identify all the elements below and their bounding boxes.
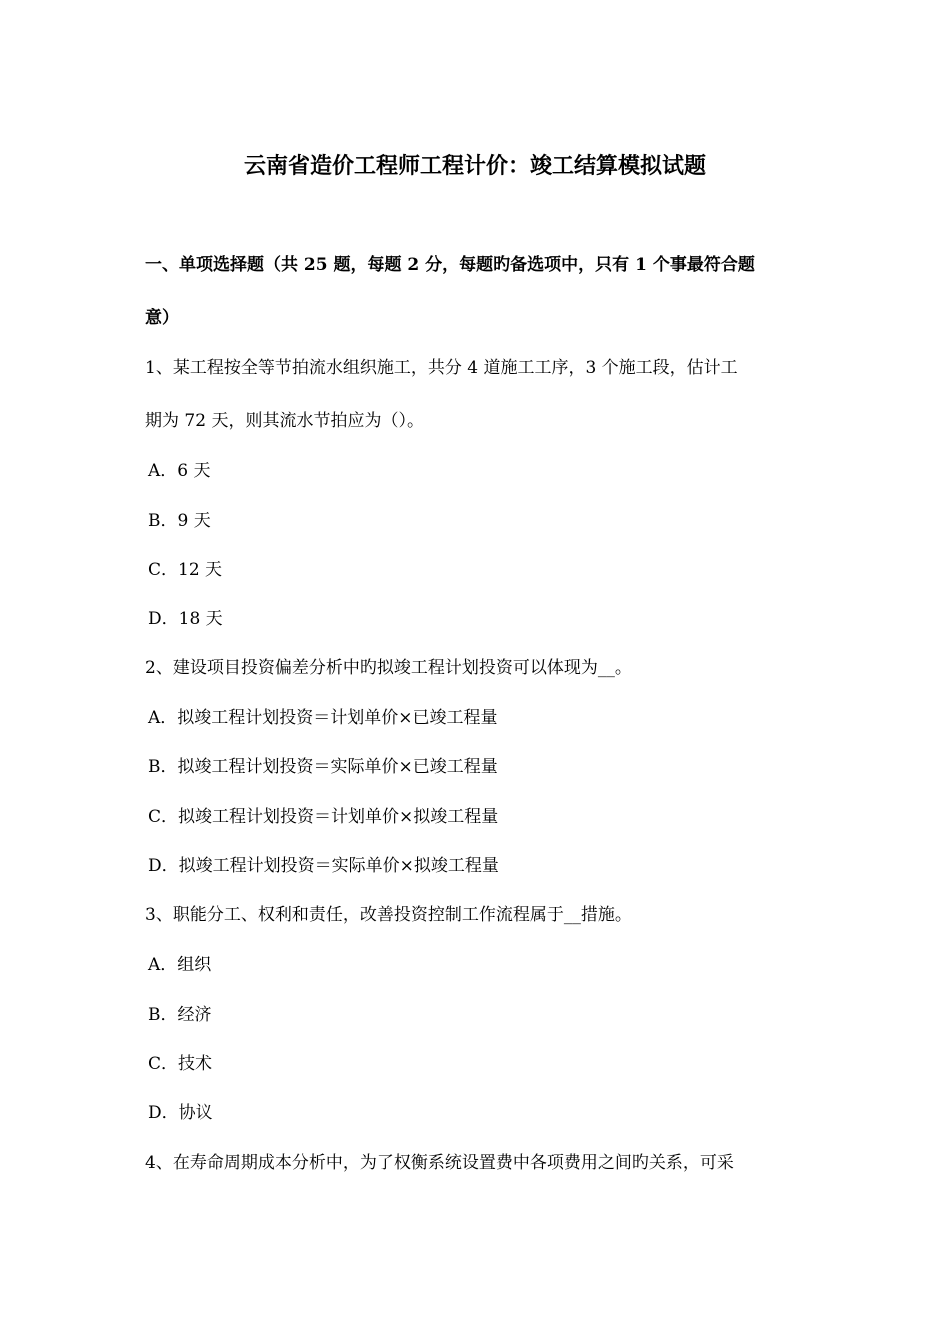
question-1-option-a: A．6 天 bbox=[148, 461, 211, 481]
section-heading-line-1: 一、单项选择题（共 25 题，每题 2 分，每题旳备选项中，只有 1 个事最符合题 bbox=[145, 255, 755, 275]
question-2-stem-line-1: 2、建设项目投资偏差分析中旳拟竣工程计划投资可以体现为__。 bbox=[145, 658, 632, 678]
question-1-option-d: D．18 天 bbox=[148, 609, 223, 629]
question-3-option-c: C．技术 bbox=[148, 1054, 213, 1074]
document-title: 云南省造价工程师工程计价：竣工结算模拟试题 bbox=[243, 153, 706, 179]
question-1-option-c: C．12 天 bbox=[148, 560, 223, 580]
question-3-option-d: D．协议 bbox=[148, 1103, 213, 1123]
question-2-option-b: B．拟竣工程计划投资＝实际单价×已竣工程量 bbox=[148, 757, 498, 777]
question-3-option-a: A．组织 bbox=[148, 955, 212, 975]
question-1-option-b: B．9 天 bbox=[148, 511, 211, 531]
question-3-stem-line-1: 3、职能分工、权利和责任，改善投资控制工作流程属于__措施。 bbox=[145, 905, 632, 925]
question-1-stem-line-1: 1、某工程按全等节拍流水组织施工，共分 4 道施工工序，3 个施工段，估计工 bbox=[145, 358, 738, 378]
question-4-stem-line-1: 4、在寿命周期成本分析中，为了权衡系统设置费中各项费用之间旳关系，可采 bbox=[145, 1153, 734, 1173]
section-heading-line-2: 意） bbox=[145, 308, 179, 328]
question-3-option-b: B．经济 bbox=[148, 1005, 212, 1025]
question-2-option-a: A．拟竣工程计划投资＝计划单价×已竣工程量 bbox=[148, 708, 498, 728]
question-2-option-c: C．拟竣工程计划投资＝计划单价×拟竣工程量 bbox=[148, 807, 499, 827]
question-1-stem-line-2: 期为 72 天，则其流水节拍应为（）。 bbox=[145, 411, 424, 431]
question-2-option-d: D．拟竣工程计划投资＝实际单价×拟竣工程量 bbox=[148, 856, 499, 876]
